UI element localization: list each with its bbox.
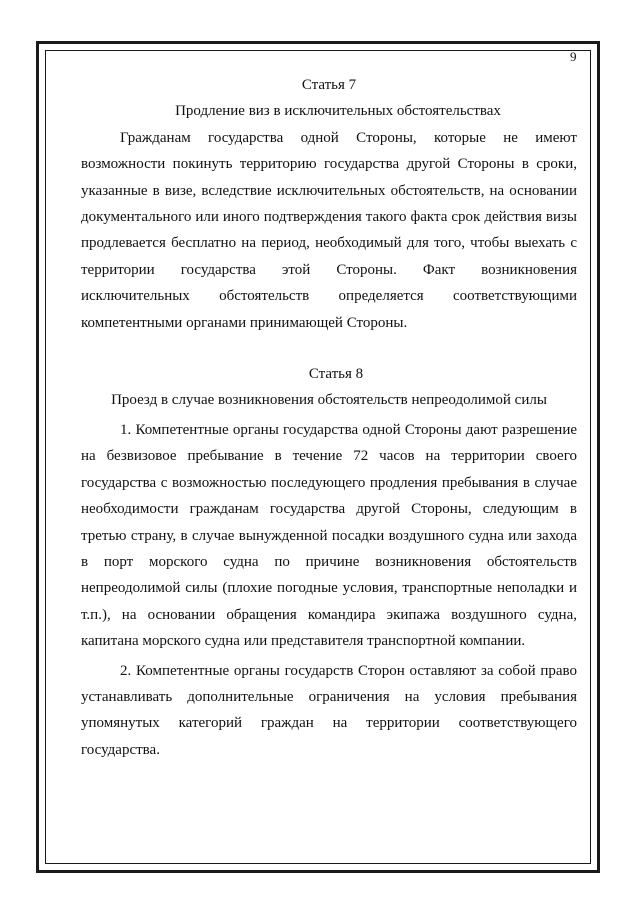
- article-8-paragraph-2: 2. Компетентные органы государств Сторон оставляют за собой право устанавливать дополнительные ограничения на условия пребывания упомянутых категорий граждан на территории соответствующего государства.: [81, 662, 577, 758]
- page-number: 9: [570, 49, 577, 64]
- document-body: [81, 72, 577, 763]
- article-7: [81, 72, 577, 336]
- article-8-paragraph-1: 1. Компетентные органы государства одной Стороны дают разрешение на безвизовое пребывание в течение 72 часов на территории своего государства с возможностью последующего продления пребывания в случае необходимости гражданам государства другой Стороны, следующим в третью страну, в случае вынужденной посадки воздушного судна или захода в порт морского судна по причине возникновения обстоятельств непреодолимой силы (плохие погодные условия, транспортные неполадки и т.п.), на основании обращения командира экипажа воздушного судна, капитана морского судна или представителя транспортной компании.: [81, 421, 577, 650]
- article-7-heading: Продление виз в исключительных обстоятельствах: [175, 103, 501, 120]
- article-7-paragraph-1: Гражданам государства одной Стороны, которые не имеют возможности покинуть территорию государства другой Стороны в сроки, указанные в визе, вследствие исключительных обстоятельств, на основании документального или иного подтверждения такого факта срок действия визы продлевается бесплатно на период, необходимый для того, чтобы выехать с территории государства этой Стороны. Факт возникновения исключительных обстоятельств определяется соответствующими компетентными органами принимающей Стороны.: [81, 129, 577, 331]
- article-8: [81, 361, 577, 763]
- article-7-title: Статья 7: [301, 77, 357, 93]
- article-8-title: Статья 8: [308, 366, 364, 383]
- article-8-heading: Проезд в случае возникновения обстоятельств непреодолимой силы: [111, 392, 547, 409]
